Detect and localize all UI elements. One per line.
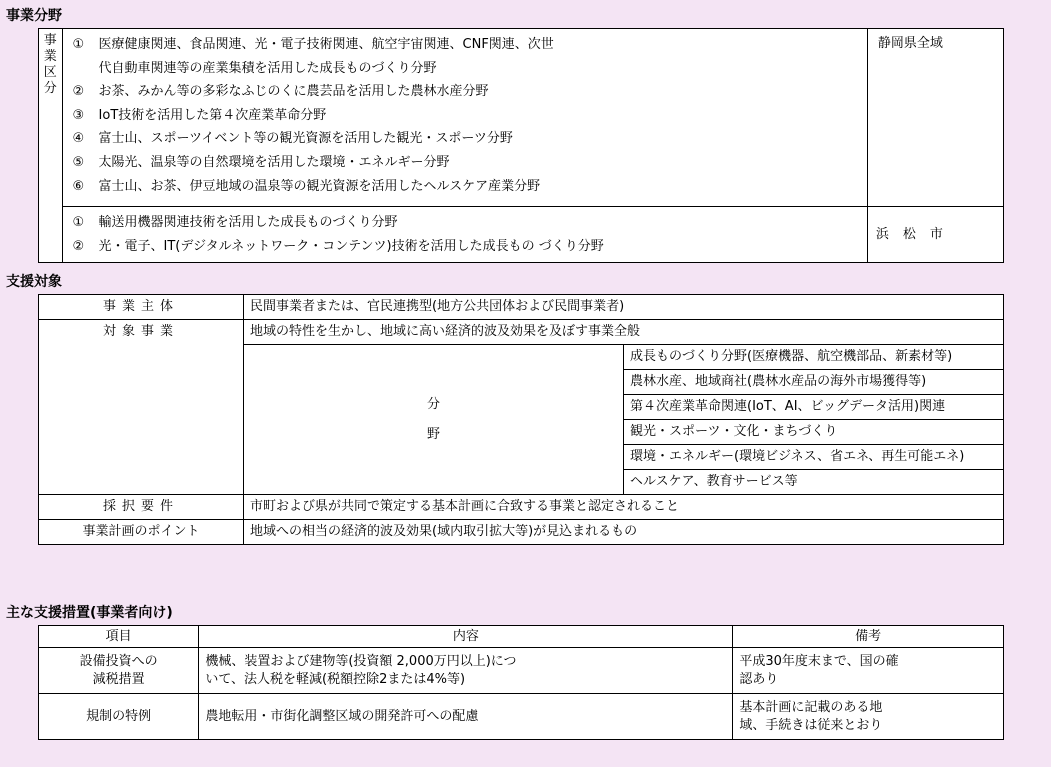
field-item: 第４次産業革命関連(IoT、AI、ビッグデータ活用)関連	[624, 395, 1004, 420]
requirement-label: 採択要件	[39, 495, 244, 520]
list-item	[73, 33, 861, 57]
section-title-support-target: 支援対象	[6, 274, 62, 290]
list-item	[73, 175, 861, 199]
list-item-continuation	[73, 57, 861, 81]
field-item: ヘルスケア、教育サービス等	[624, 470, 1004, 495]
field-item: 成長ものづくり分野(医療機器、航空機部品、新素材等)	[624, 345, 1004, 370]
fields-label-char: 分	[426, 396, 440, 412]
measure-note	[733, 694, 1004, 740]
measure-item-line2: 減税措置	[92, 671, 145, 687]
vertical-header-char: 事	[43, 33, 57, 48]
header-note: 備考	[733, 626, 1004, 648]
vertical-header-char: 分	[43, 81, 57, 96]
list-item	[73, 127, 861, 151]
target-label-text: 対象事業	[102, 324, 179, 339]
target-label	[39, 320, 244, 495]
field-item: 観光・スポーツ・文化・まちづくり	[624, 420, 1004, 445]
region-shizuoka: 静岡県全域	[867, 29, 1003, 207]
business-fields-table	[38, 28, 1004, 263]
item-text-line1: 医療健康関連、食品関連、光・電子技術関連、航空宇宙関連、CNF関連、次世	[98, 37, 554, 52]
fields-label-char: 野	[426, 426, 440, 442]
item-text: 光・電子、IT(デジタルネットワーク・コンテンツ)技術を活用した成長もの づくり分野	[98, 238, 604, 254]
measure-content-line2: いて、法人税を軽減(税額控除2または4%等)	[205, 671, 466, 687]
item-number: ①	[72, 37, 85, 52]
fields-label	[244, 345, 624, 495]
measure-content-line1: 機械、装置および建物等(投資額 2,000万円以上)につ	[205, 653, 517, 669]
header-content: 内容	[199, 626, 733, 648]
list-item	[73, 104, 861, 128]
measure-note	[733, 648, 1004, 694]
support-measures-table	[38, 625, 1004, 740]
measure-note-line1: 基本計画に記載のある地	[739, 699, 883, 715]
field-item: 環境・エネルギー(環境ビジネス、省エネ、再生可能エネ)	[624, 445, 1004, 470]
support-target-table	[38, 294, 1004, 545]
measure-note-line2: 認あり	[739, 671, 779, 687]
item-text: 輸送用機器関連技術を活用した成長ものづくり分野	[98, 215, 398, 230]
point-value: 地域への相当の経済的波及効果(域内取引拡大等)が見込まれるもの	[244, 520, 1004, 545]
list-item	[73, 211, 861, 235]
measure-item-line1: 設備投資への	[79, 653, 158, 669]
measure-content	[199, 648, 733, 694]
measure-item: 規制の特例	[39, 694, 199, 740]
measure-note-line1: 平成30年度末まで、国の確	[739, 653, 899, 669]
item-number: ⑥	[72, 178, 85, 194]
list-item	[73, 151, 861, 175]
section-title-support-measures: 主な支援措置(事業者向け)	[6, 605, 173, 621]
item-text-line2: 代自動車関連等の産業集積を活用した成長ものづくり分野	[98, 60, 437, 76]
item-text	[99, 33, 861, 57]
item-text: お茶、みかん等の多彩なふじのくに農芸品を活用した農林水産分野	[98, 84, 489, 100]
requirement-value: 市町および県が共同で策定する基本計画に合致する事業と認定されること	[244, 495, 1004, 520]
entity-label: 事業主体	[39, 295, 244, 320]
group1-items	[62, 29, 867, 207]
measure-note-line2: 域、手続きは従来とおり	[739, 717, 883, 733]
item-number: ①	[72, 215, 85, 230]
vertical-header-char: 業	[43, 49, 57, 64]
item-text: IoT技術を活用した第４次産業革命分野	[98, 107, 327, 123]
vertical-header-char: 区	[43, 65, 57, 80]
header-item: 項目	[39, 626, 199, 648]
item-number: ⑤	[72, 154, 85, 170]
item-text: 富士山、お茶、伊豆地域の温泉等の観光資源を活用したヘルスケア産業分野	[98, 178, 541, 194]
section-title-business-fields: 事業分野	[6, 8, 62, 24]
target-value: 地域の特性を生かし、地域に高い経済的波及効果を及ぼす事業全般	[244, 320, 1004, 345]
item-text: 太陽光、温泉等の自然環境を活用した環境・エネルギー分野	[98, 154, 450, 170]
list-item	[73, 235, 861, 259]
item-number: ②	[72, 238, 85, 254]
entity-value: 民間事業者または、官民連携型(地方公共団体および民間事業者)	[244, 295, 1004, 320]
item-text: 富士山、スポーツイベント等の観光資源を活用した観光・スポーツ分野	[98, 131, 513, 147]
item-number: ③	[72, 107, 85, 123]
list-item	[73, 80, 861, 104]
item-number: ④	[72, 131, 85, 147]
vertical-header	[39, 29, 63, 263]
measure-item	[39, 648, 199, 694]
point-label: 事業計画のポイント	[39, 520, 244, 545]
field-item: 農林水産、地域商社(農林水産品の海外市場獲得等)	[624, 370, 1004, 395]
item-number: ②	[72, 84, 85, 100]
group2-items	[62, 207, 867, 263]
measure-content: 農地転用・市街化調整区域の開発許可への配慮	[199, 694, 733, 740]
region-hamamatsu: 浜松市	[867, 207, 1003, 263]
